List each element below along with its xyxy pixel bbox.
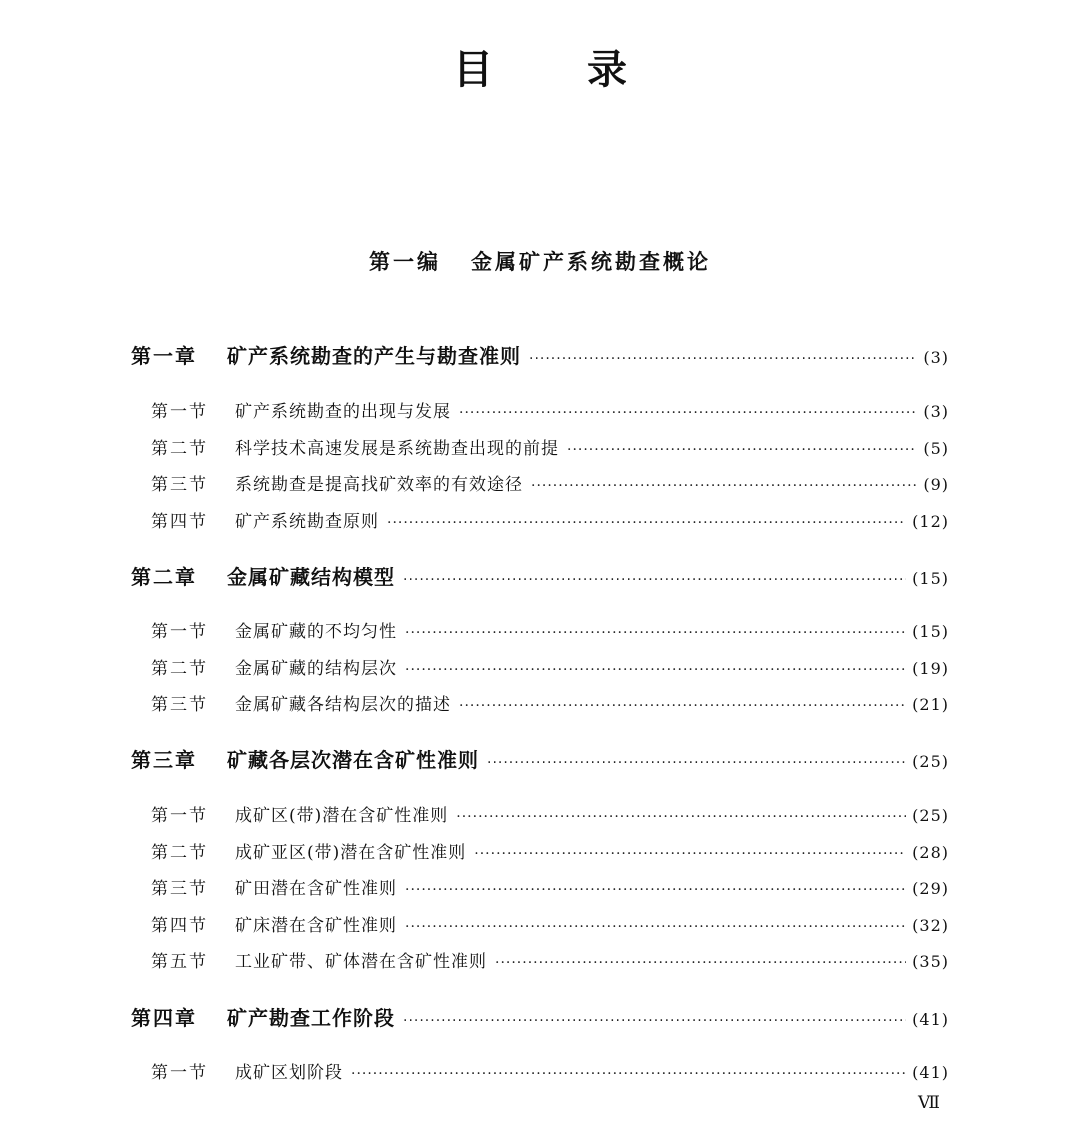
folio-page-number: Ⅶ [918, 1093, 939, 1113]
section-number: 第二节 [151, 659, 208, 679]
section-title: 金属矿藏的结构层次 [235, 659, 397, 679]
section-number: 第二节 [151, 439, 208, 459]
dot-leader [495, 955, 906, 971]
dot-leader [387, 515, 906, 531]
section-number: 第一节 [151, 806, 208, 826]
section-number: 第四节 [151, 512, 208, 532]
section-title: 矿产系统勘查原则 [235, 512, 379, 532]
dot-leader [405, 919, 906, 935]
toc-section[interactable] [151, 617, 949, 642]
chapter-number: 第一章 [131, 344, 197, 368]
chapter-title: 矿产勘查工作阶段 [227, 1006, 395, 1030]
page-number: (21) [912, 695, 949, 714]
dot-leader [459, 405, 917, 421]
toc-section[interactable] [151, 690, 949, 715]
section-number: 第三节 [151, 879, 208, 899]
toc-chapter-4[interactable] [131, 1002, 949, 1031]
toc-section[interactable] [151, 654, 949, 679]
dot-leader [474, 846, 906, 862]
page-number: (19) [912, 659, 949, 678]
chapter-title: 矿藏各层次潜在含矿性准则 [227, 748, 479, 772]
page-number: (3) [923, 348, 949, 367]
section-number: 第四节 [151, 916, 208, 936]
page-number: (28) [912, 843, 949, 862]
dot-leader [351, 1066, 906, 1082]
part-number: 第一编 [369, 250, 441, 274]
page-number: (12) [912, 512, 949, 531]
section-title: 工业矿带、矿体潜在含矿性准则 [235, 952, 487, 972]
toc-section[interactable] [151, 470, 949, 495]
toc-chapter-2[interactable] [131, 561, 949, 590]
dot-leader [403, 572, 906, 588]
page-number: (32) [912, 916, 949, 935]
dot-leader [567, 442, 917, 458]
toc-chapter-3[interactable] [131, 744, 949, 773]
section-title: 成矿亚区(带)潜在含矿性准则 [235, 843, 467, 863]
dot-leader [487, 755, 906, 771]
toc-chapter-1[interactable] [131, 340, 949, 369]
page-title: 目 录 [453, 47, 667, 93]
page-number: (15) [912, 622, 949, 641]
section-number: 第三节 [151, 695, 208, 715]
chapter-number: 第三章 [131, 748, 197, 772]
section-title: 金属矿藏各结构层次的描述 [235, 695, 451, 715]
page-number: (25) [912, 806, 949, 825]
dot-leader [403, 1013, 906, 1029]
section-title: 科学技术高速发展是系统勘查出现的前提 [235, 439, 559, 459]
toc-section[interactable] [151, 911, 949, 936]
toc-section[interactable] [151, 434, 949, 459]
dot-leader [405, 882, 906, 898]
section-number: 第一节 [151, 622, 208, 642]
section-title: 矿床潜在含矿性准则 [235, 916, 397, 936]
page-number: (41) [912, 1010, 949, 1029]
page-number: (41) [912, 1063, 949, 1082]
toc-section[interactable] [151, 838, 949, 863]
dot-leader [405, 662, 906, 678]
chapter-number: 第四章 [131, 1006, 197, 1030]
page-number: (29) [912, 879, 949, 898]
toc-section[interactable] [151, 801, 949, 826]
section-title: 矿产系统勘查的出现与发展 [235, 402, 451, 422]
toc-section[interactable] [151, 874, 949, 899]
toc-section[interactable] [151, 1058, 949, 1083]
page-number: (3) [923, 402, 949, 421]
chapter-title: 金属矿藏结构模型 [227, 565, 395, 589]
dot-leader [531, 478, 917, 494]
toc-section[interactable] [151, 507, 949, 532]
page-number: (15) [912, 569, 949, 588]
chapter-number: 第二章 [131, 565, 197, 589]
section-number: 第一节 [151, 402, 208, 422]
dot-leader [529, 351, 917, 367]
page-number: (25) [912, 752, 949, 771]
page-number: (9) [923, 475, 949, 494]
chapter-title: 矿产系统勘查的产生与勘查准则 [227, 344, 521, 368]
section-number: 第二节 [151, 843, 208, 863]
toc-section[interactable] [151, 947, 949, 972]
section-number: 第三节 [151, 475, 208, 495]
dot-leader [405, 625, 906, 641]
page-number: (5) [923, 439, 949, 458]
section-title: 成矿区(带)潜在含矿性准则 [235, 806, 449, 826]
section-title: 金属矿藏的不均匀性 [235, 622, 397, 642]
page-number: (35) [912, 952, 949, 971]
section-title: 系统勘查是提高找矿效率的有效途径 [235, 475, 523, 495]
section-number: 第一节 [151, 1063, 208, 1083]
dot-leader [459, 698, 906, 714]
section-title: 成矿区划阶段 [235, 1063, 343, 1083]
part-name: 金属矿产系统勘查概论 [471, 250, 711, 274]
section-number: 第五节 [151, 952, 208, 972]
toc-section[interactable] [151, 397, 949, 422]
dot-leader [456, 809, 906, 825]
section-title: 矿田潜在含矿性准则 [235, 879, 397, 899]
